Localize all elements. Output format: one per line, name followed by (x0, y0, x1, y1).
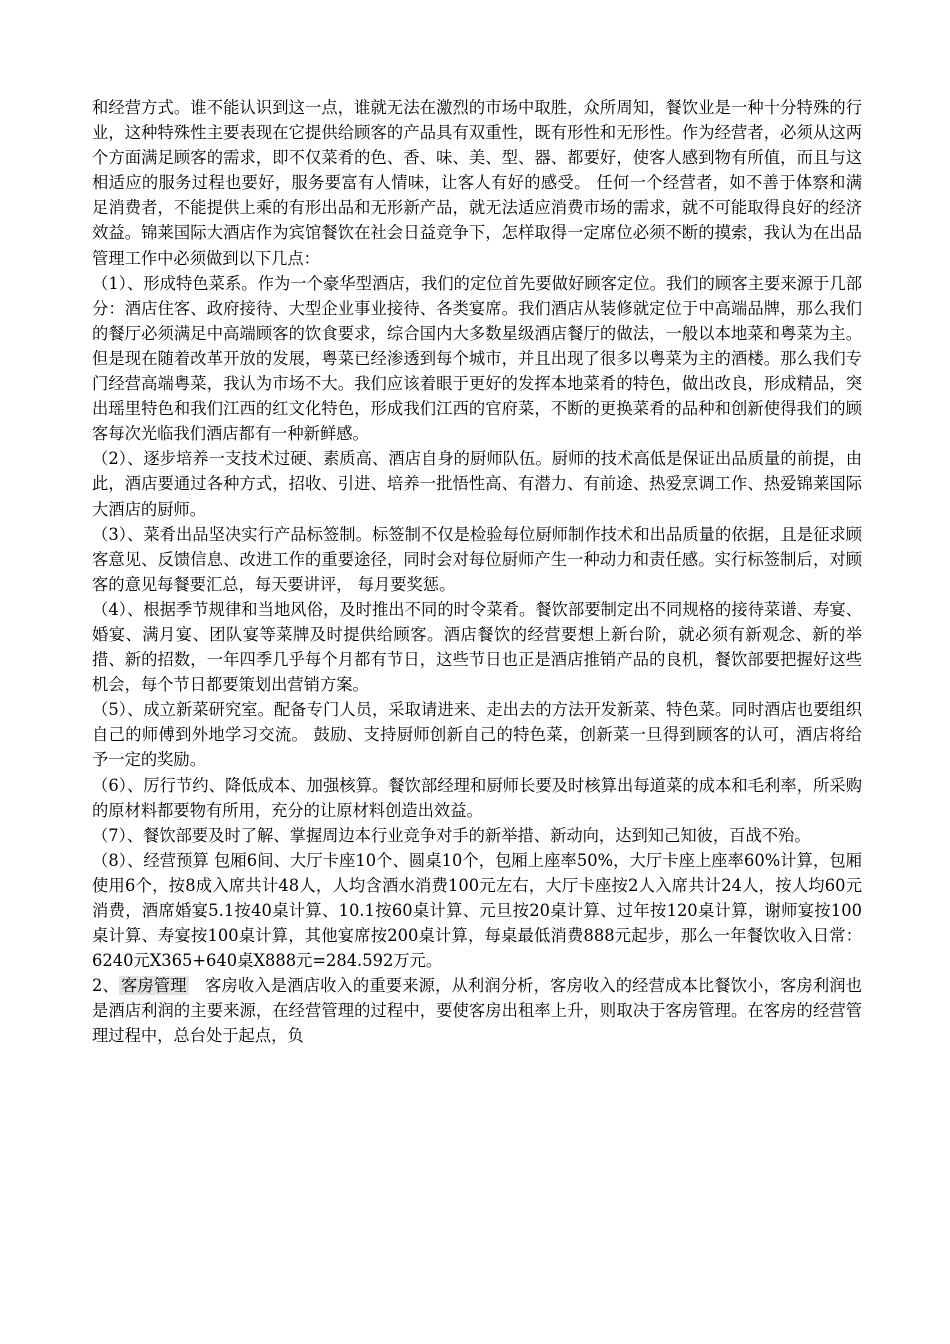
point-7-paragraph: （7）、餐饮部要及时了解、掌握周边本行业竞争对手的新举措、新动向，达到知己知彼，百战不殆。 (92, 825, 811, 845)
point-4-paragraph: （4）、根据季节规律和当地风俗，及时推出不同的时令菜肴。餐饮部要制定出不同规格的接待菜谱、寿宴、婚宴、满月宴、团队宴等菜牌及时提供给顾客。酒店餐饮的经营要想上新台阶，就必须有新观念、新的举措、新的招数，一年四季几乎每个月都有节日，这些节日也正是酒店推销产品的良机，餐饮部要把握好这些机会，每个节日都要策划出营销方案。 (92, 599, 862, 695)
point-5-paragraph: （5）、成立新菜研究室。配备专门人员，采取请进来、走出去的方法开发新菜、特色菜。同时酒店也要组织自己的师傅到外地学习交流。 鼓励、支持厨师创新自己的特色菜，创新菜一旦得到顾客的认可，酒店将给予一定的奖励。 (92, 700, 862, 770)
point-8-paragraph: （8）、经营预算 包厢6间、大厅卡座10个、圆桌10个，包厢上座率50%，大厅卡座上座率60%计算，包厢使用6个，按8成入席共计48人，人均含酒水消费100元左右，大厅卡座按2人入席共计24人，按人均60元消费，酒席婚宴5.1按40桌计算、10.1按60桌计算、元旦按20桌计算、过年按120桌计算，谢师宴按100桌计算、寿宴按100桌计算，其他宴席按200桌计算，每桌最低消费888元起步，那么一年餐饮收入日常：6240元X365+640桌X888元=284.592万元。 (92, 850, 862, 971)
room-management-heading: 客房管理 (120, 976, 187, 996)
room-management-text: 客房收入是酒店收入的重要来源，从利润分析，客房收入的经营成本比餐饮小，客房利润也是酒店利润的主要来源，在经营管理的过程中，要使客房出租率上升，则取决于客房管理。在客房的经营管理过程中，总台处于起点，负 (92, 976, 862, 1046)
point-6-paragraph: （6）、厉行节约、降低成本、加强核算。餐饮部经理和厨师长要及时核算出每道菜的成本和毛利率，所采购的原材料都要物有所用，充分的让原材料创造出效益。 (92, 775, 862, 820)
room-management-paragraph (92, 973, 862, 1048)
section-number: 2、 (92, 976, 119, 996)
point-2-paragraph: （2）、逐步培养一支技术过硬、素质高、酒店自身的厨师队伍。厨师的技术高低是保证出品质量的前提，由此，酒店要通过各种方式，招收、引进、培养一批悟性高、有潜力、有前途、热爱烹调工作、热爱锦莱国际大酒店的厨师。 (92, 449, 862, 519)
document-page (92, 95, 862, 1049)
point-1-paragraph: （1）、形成特色菜系。作为一个豪华型酒店，我们的定位首先要做好顾客定位。我们的顾客主要来源于几部分：酒店住客、政府接待、大型企业事业接待、各类宴席。我们酒店从装修就定位于中高端品牌，那么我们的餐厅必须满足中高端顾客的饮食要求，综合国内大多数星级酒店餐厅的做法，一般以本地菜和粤菜为主。但是现在随着改革开放的发展，粤菜已经渗透到每个城市，并且出现了很多以粤菜为主的酒楼。那么我们专门经营高端粤菜，我认为市场不大。我们应该着眼于更好的发挥本地菜肴的特色，做出改良，形成精品，突出瑶里特色和我们江西的红文化特色，形成我们江西的官府菜，不断的更换菜肴的品种和创新使得我们的顾客每次光临我们酒店都有一种新鲜感。 (92, 273, 862, 444)
intro-paragraph: 和经营方式。谁不能认识到这一点，谁就无法在激烈的市场中取胜，众所周知，餐饮业是一种十分特殊的行业，这种特殊性主要表现在它提供给顾客的产品具有双重性，既有形性和无形性。作为经营者，必须从这两 个方面满足顾客的需求，即不仅菜肴的色、香、味、美、型、器、都要好，使客人感到物有所值，而且与这相适应的服务过程也要好，服务要富有人情味，让客人有好的感受。 任何一个经营者，如不善于体察和满足消费者，不能提供上乘的有形出品和无形新产品，就无法适应消费市场的需求，就不可能取得良好的经济效益。锦莱国际大酒店作为宾馆餐饮在社会日益竞争下，怎样取得一定席位必须不断的摸索，我认为在出品管理工作中必须做到以下几点： (92, 98, 862, 268)
point-3-paragraph: （3）、菜肴出品坚决实行产品标签制。标签制不仅是检验每位厨师制作技术和出品质量的依据，且是征求顾客意见、反馈信息、改进工作的重要途径，同时会对每位厨师产生一种动力和责任感。实行标签制后，对顾客的意见每餐要汇总，每天要讲评， 每月要奖惩。 (92, 524, 862, 594)
